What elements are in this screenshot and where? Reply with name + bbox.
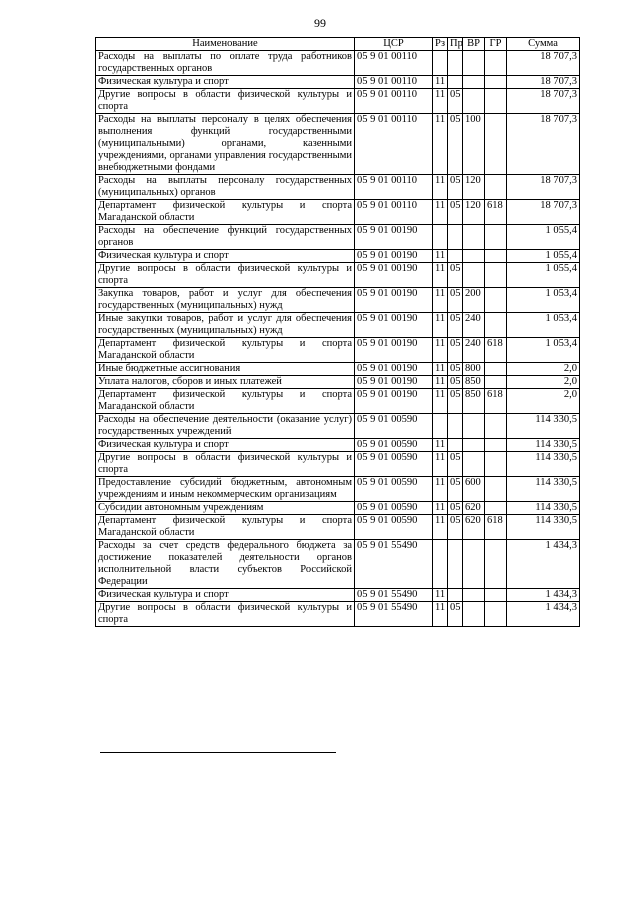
cell-pr: 05	[448, 452, 463, 477]
cell-rz: 11	[433, 114, 448, 175]
cell-vr: 100	[463, 114, 485, 175]
cell-rz: 11	[433, 250, 448, 263]
cell-pr	[448, 589, 463, 602]
cell-csr: 05 9 01 00190	[355, 376, 433, 389]
cell-rz: 11	[433, 175, 448, 200]
cell-name: Субсидии автономным учреждениям	[96, 502, 355, 515]
cell-gr	[485, 313, 507, 338]
cell-rz	[433, 225, 448, 250]
cell-sum: 2,0	[507, 363, 580, 376]
cell-pr: 05	[448, 515, 463, 540]
cell-vr: 600	[463, 477, 485, 502]
cell-gr	[485, 363, 507, 376]
cell-sum: 114 330,5	[507, 414, 580, 439]
cell-pr: 05	[448, 313, 463, 338]
table-row	[96, 338, 580, 363]
cell-sum: 2,0	[507, 389, 580, 414]
cell-vr	[463, 540, 485, 589]
cell-csr: 05 9 01 00190	[355, 225, 433, 250]
table-header-row	[96, 38, 580, 51]
cell-csr: 05 9 01 00590	[355, 477, 433, 502]
cell-vr	[463, 589, 485, 602]
cell-sum: 2,0	[507, 376, 580, 389]
cell-name: Иные закупки товаров, работ и услуг для обеспечения государственных (муниципальных) нужд	[96, 313, 355, 338]
cell-csr: 05 9 01 00110	[355, 200, 433, 225]
cell-gr	[485, 452, 507, 477]
budget-table	[95, 37, 580, 627]
table-body	[96, 51, 580, 627]
cell-vr	[463, 452, 485, 477]
cell-vr	[463, 89, 485, 114]
cell-vr	[463, 263, 485, 288]
cell-rz: 11	[433, 477, 448, 502]
cell-vr: 850	[463, 389, 485, 414]
cell-gr	[485, 540, 507, 589]
cell-name: Иные бюджетные ассигнования	[96, 363, 355, 376]
cell-vr	[463, 225, 485, 250]
table-row	[96, 515, 580, 540]
cell-rz: 11	[433, 200, 448, 225]
cell-pr: 05	[448, 602, 463, 627]
cell-vr: 800	[463, 363, 485, 376]
cell-gr	[485, 175, 507, 200]
cell-rz: 11	[433, 439, 448, 452]
cell-rz: 11	[433, 288, 448, 313]
table-row	[96, 589, 580, 602]
header-pr: Пр	[448, 38, 463, 51]
cell-name: Расходы на выплаты по оплате труда работников государственных органов	[96, 51, 355, 76]
cell-vr	[463, 439, 485, 452]
cell-name: Расходы за счет средств федерального бюджета за достижение показателей деятельности органов исполнительной власти субъектов Российской Федерации	[96, 540, 355, 589]
cell-sum: 114 330,5	[507, 439, 580, 452]
cell-pr: 05	[448, 288, 463, 313]
cell-pr	[448, 540, 463, 589]
cell-sum: 114 330,5	[507, 477, 580, 502]
cell-csr: 05 9 01 00190	[355, 263, 433, 288]
cell-pr: 05	[448, 338, 463, 363]
cell-name: Предоставление субсидий бюджетным, автономным учреждениям и иным некоммерческим организациям	[96, 477, 355, 502]
cell-sum: 18 707,3	[507, 175, 580, 200]
table-row	[96, 502, 580, 515]
cell-sum: 1 434,3	[507, 540, 580, 589]
cell-name: Департамент физической культуры и спорта Магаданской области	[96, 515, 355, 540]
footnote-divider	[100, 752, 336, 753]
cell-gr	[485, 250, 507, 263]
header-vr: ВР	[463, 38, 485, 51]
cell-sum: 18 707,3	[507, 89, 580, 114]
cell-rz: 11	[433, 515, 448, 540]
table-row	[96, 389, 580, 414]
cell-vr: 620	[463, 515, 485, 540]
cell-name: Департамент физической культуры и спорта Магаданской области	[96, 389, 355, 414]
table-row	[96, 114, 580, 175]
cell-gr	[485, 414, 507, 439]
cell-csr: 05 9 01 00190	[355, 250, 433, 263]
cell-vr	[463, 414, 485, 439]
cell-csr: 05 9 01 00110	[355, 175, 433, 200]
cell-gr	[485, 288, 507, 313]
cell-name: Другие вопросы в области физической культуры и спорта	[96, 263, 355, 288]
header-sum: Сумма	[507, 38, 580, 51]
cell-name: Департамент физической культуры и спорта Магаданской области	[96, 338, 355, 363]
cell-sum: 1 055,4	[507, 263, 580, 288]
cell-vr: 850	[463, 376, 485, 389]
cell-gr	[485, 76, 507, 89]
cell-gr	[485, 89, 507, 114]
header-gr: ГР	[485, 38, 507, 51]
table-row	[96, 602, 580, 627]
table-row	[96, 376, 580, 389]
cell-name: Закупка товаров, работ и услуг для обеспечения государственных (муниципальных) нужд	[96, 288, 355, 313]
cell-rz: 11	[433, 76, 448, 89]
cell-name: Расходы на выплаты персоналу в целях обеспечения выполнения функций государственными (муниципальными) органами, казенными учреждениями, органами управления государственными внебюджетными фондами	[96, 114, 355, 175]
table-row	[96, 225, 580, 250]
header-name: Наименование	[96, 38, 355, 51]
cell-csr: 05 9 01 00190	[355, 338, 433, 363]
cell-sum: 18 707,3	[507, 114, 580, 175]
cell-pr: 05	[448, 363, 463, 376]
cell-rz: 11	[433, 263, 448, 288]
cell-rz: 11	[433, 89, 448, 114]
cell-pr	[448, 250, 463, 263]
cell-name: Департамент физической культуры и спорта Магаданской области	[96, 200, 355, 225]
cell-gr	[485, 51, 507, 76]
table-row	[96, 439, 580, 452]
cell-name: Уплата налогов, сборов и иных платежей	[96, 376, 355, 389]
cell-pr: 05	[448, 263, 463, 288]
cell-sum: 1 053,4	[507, 288, 580, 313]
cell-sum: 1 434,3	[507, 589, 580, 602]
table-row	[96, 313, 580, 338]
cell-gr	[485, 263, 507, 288]
cell-gr	[485, 114, 507, 175]
cell-name: Расходы на обеспечение деятельности (оказание услуг) государственных учреждений	[96, 414, 355, 439]
cell-vr: 120	[463, 175, 485, 200]
header-rz: Рз	[433, 38, 448, 51]
cell-name: Расходы на обеспечение функций государственных органов	[96, 225, 355, 250]
cell-sum: 114 330,5	[507, 515, 580, 540]
table-row	[96, 263, 580, 288]
cell-pr	[448, 439, 463, 452]
cell-pr: 05	[448, 502, 463, 515]
cell-rz	[433, 51, 448, 76]
cell-sum: 1 434,3	[507, 602, 580, 627]
table-row	[96, 288, 580, 313]
cell-vr: 620	[463, 502, 485, 515]
cell-pr: 05	[448, 89, 463, 114]
cell-rz: 11	[433, 363, 448, 376]
cell-rz: 11	[433, 376, 448, 389]
cell-csr: 05 9 01 00590	[355, 502, 433, 515]
cell-csr: 05 9 01 55490	[355, 540, 433, 589]
table-row	[96, 51, 580, 76]
cell-gr: 618	[485, 515, 507, 540]
cell-name: Физическая культура и спорт	[96, 250, 355, 263]
cell-vr: 240	[463, 338, 485, 363]
cell-sum: 1 055,4	[507, 250, 580, 263]
cell-sum: 18 707,3	[507, 51, 580, 76]
cell-rz: 11	[433, 338, 448, 363]
cell-pr	[448, 225, 463, 250]
cell-csr: 05 9 01 00590	[355, 439, 433, 452]
cell-name: Физическая культура и спорт	[96, 439, 355, 452]
header-csr: ЦСР	[355, 38, 433, 51]
cell-csr: 05 9 01 00190	[355, 389, 433, 414]
cell-csr: 05 9 01 00590	[355, 515, 433, 540]
cell-vr: 240	[463, 313, 485, 338]
cell-rz: 11	[433, 502, 448, 515]
cell-vr	[463, 250, 485, 263]
cell-csr: 05 9 01 55490	[355, 602, 433, 627]
cell-vr	[463, 602, 485, 627]
cell-gr	[485, 502, 507, 515]
cell-pr: 05	[448, 389, 463, 414]
cell-rz: 11	[433, 452, 448, 477]
cell-csr: 05 9 01 00110	[355, 76, 433, 89]
cell-gr	[485, 602, 507, 627]
cell-pr: 05	[448, 376, 463, 389]
cell-name: Физическая культура и спорт	[96, 76, 355, 89]
cell-rz: 11	[433, 313, 448, 338]
cell-pr	[448, 414, 463, 439]
cell-gr: 618	[485, 338, 507, 363]
cell-gr	[485, 477, 507, 502]
cell-csr: 05 9 01 00190	[355, 288, 433, 313]
cell-vr: 200	[463, 288, 485, 313]
cell-name: Другие вопросы в области физической культуры и спорта	[96, 89, 355, 114]
cell-sum: 114 330,5	[507, 502, 580, 515]
cell-rz: 11	[433, 602, 448, 627]
table-row	[96, 452, 580, 477]
cell-csr: 05 9 01 00190	[355, 363, 433, 376]
cell-csr: 05 9 01 00110	[355, 89, 433, 114]
cell-rz	[433, 414, 448, 439]
cell-pr: 05	[448, 200, 463, 225]
cell-name: Другие вопросы в области физической культуры и спорта	[96, 602, 355, 627]
cell-gr	[485, 225, 507, 250]
cell-csr: 05 9 01 00190	[355, 313, 433, 338]
cell-vr	[463, 76, 485, 89]
page-number: 99	[314, 16, 326, 30]
cell-csr: 05 9 01 00110	[355, 51, 433, 76]
cell-csr: 05 9 01 00590	[355, 452, 433, 477]
table-row	[96, 200, 580, 225]
cell-rz	[433, 540, 448, 589]
table-row	[96, 250, 580, 263]
table-row	[96, 363, 580, 376]
cell-sum: 114 330,5	[507, 452, 580, 477]
cell-pr: 05	[448, 477, 463, 502]
table-row	[96, 477, 580, 502]
cell-sum: 18 707,3	[507, 200, 580, 225]
cell-name: Расходы на выплаты персоналу государственных (муниципальных) органов	[96, 175, 355, 200]
cell-sum: 1 055,4	[507, 225, 580, 250]
table-row	[96, 540, 580, 589]
cell-rz: 11	[433, 389, 448, 414]
cell-vr	[463, 51, 485, 76]
table-row	[96, 175, 580, 200]
cell-gr	[485, 439, 507, 452]
cell-csr: 05 9 01 00110	[355, 114, 433, 175]
table-row	[96, 89, 580, 114]
cell-gr: 618	[485, 200, 507, 225]
cell-gr	[485, 376, 507, 389]
cell-csr: 05 9 01 55490	[355, 589, 433, 602]
cell-gr	[485, 589, 507, 602]
cell-gr: 618	[485, 389, 507, 414]
cell-csr: 05 9 01 00590	[355, 414, 433, 439]
cell-pr: 05	[448, 114, 463, 175]
cell-pr	[448, 51, 463, 76]
cell-sum: 18 707,3	[507, 76, 580, 89]
cell-pr: 05	[448, 175, 463, 200]
cell-name: Физическая культура и спорт	[96, 589, 355, 602]
table-row	[96, 414, 580, 439]
cell-vr: 120	[463, 200, 485, 225]
cell-sum: 1 053,4	[507, 338, 580, 363]
cell-rz: 11	[433, 589, 448, 602]
cell-pr	[448, 76, 463, 89]
cell-sum: 1 053,4	[507, 313, 580, 338]
table-row	[96, 76, 580, 89]
cell-name: Другие вопросы в области физической культуры и спорта	[96, 452, 355, 477]
